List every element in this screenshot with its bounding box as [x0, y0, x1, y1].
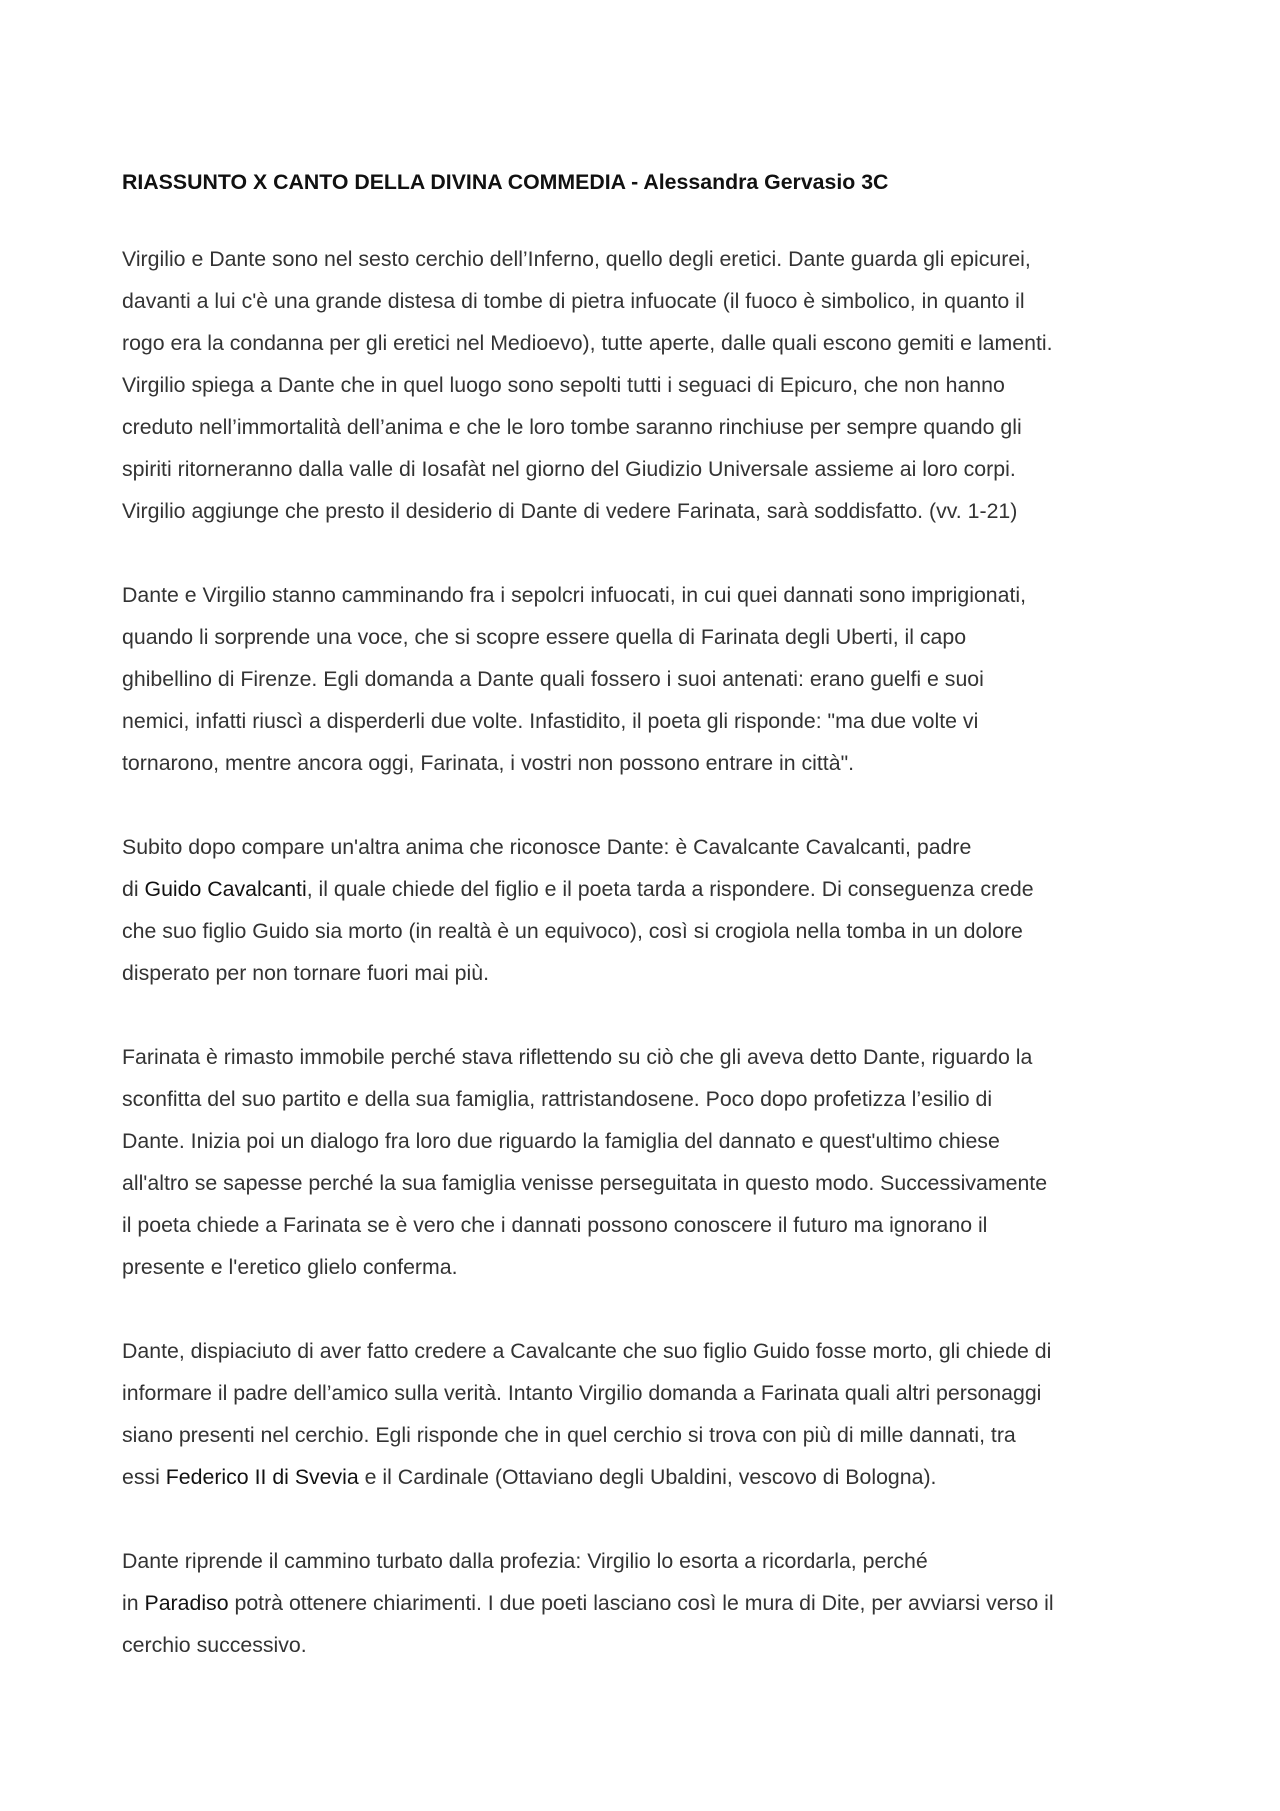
- paragraph-5: [122, 1330, 1167, 1498]
- paragraph-5-text-a: Dante, dispiaciuto di aver fatto credere a Cavalcante che suo figlio Guido fosse morto, gli chiede di informare il padre dell’amico sulla verità. Intanto Virgilio domanda a Farinata quali altri personaggi siano presenti nel cerchio. Egli risponde che in quel cerchio si trova con più di mille dannati, tra essi: [122, 1339, 1052, 1489]
- guido-cavalcanti-term: Guido Cavalcanti: [144, 877, 307, 901]
- paragraph-3-text-b: , il quale chiede del figlio e il poeta tarda a rispondere. Di conseguenza crede che suo figlio Guido sia morto (in realtà è un equivoco), così si crogiola nella tomba in un dolore disperato per non tornare fuori mai più.: [122, 877, 1034, 985]
- paragraph-3-text-a: Subito dopo compare un'altra anima che riconosce Dante: è Cavalcante Cavalcanti, padre di: [122, 835, 972, 901]
- document-title: RIASSUNTO X CANTO DELLA DIVINA COMMEDIA - Alessandra Gervasio 3C: [122, 170, 889, 194]
- paragraph-6-text-a: Dante riprende il cammino turbato dalla profezia: Virgilio lo esorta a ricordarla, perché in: [122, 1549, 928, 1615]
- federico-ii-term: Federico II di Svevia: [165, 1465, 359, 1489]
- document-body: [122, 168, 1167, 1708]
- paragraph-5-text-b: e il Cardinale (Ottaviano degli Ubaldini, vescovo di Bologna).: [358, 1465, 937, 1489]
- paradiso-term: Paradiso: [144, 1591, 229, 1615]
- paragraph-1: Virgilio e Dante sono nel sesto cerchio dell’Inferno, quello degli eretici. Dante guarda gli epicurei, davanti a lui c'è una grande distesa di tombe di pietra infuocate (il fuoco è simbolico, in quanto il rogo era la condanna per gli eretici nel Medioevo), tutte aperte, dalle quali escono gemiti e lamenti. Virgilio spiega a Dante che in quel luogo sono sepolti tutti i seguaci di Epicuro, che non hanno creduto nell’immortalità dell’anima e che le loro tombe saranno rinchiuse per sempre quando gli spiriti ritorneranno dalla valle di Iosafàt nel giorno del Giudizio Universale assieme ai loro corpi. Virgilio aggiunge che presto il desiderio di Dante di vedere Farinata, sarà soddisfatto. (vv. 1-21): [122, 247, 1053, 523]
- paragraph-6-text-b: potrà ottenere chiarimenti. I due poeti lasciano così le mura di Dite, per avviarsi verso il cerchio successivo.: [122, 1591, 1054, 1657]
- paragraph-3: [122, 826, 1167, 994]
- paragraph-2: Dante e Virgilio stanno camminando fra i sepolcri infuocati, in cui quei dannati sono imprigionati, quando li sorprende una voce, che si scopre essere quella di Farinata degli Uberti, il capo ghibellino di Firenze. Egli domanda a Dante quali fossero i suoi antenati: erano guelfi e suoi nemici, infatti riuscì a disperderli due volte. Infastidito, il poeta gli risponde: "ma due volte vi tornarono, mentre ancora oggi, Farinata, i vostri non possono entrare in città".: [122, 583, 1027, 775]
- paragraph-6: [122, 1540, 1167, 1666]
- paragraph-4: Farinata è rimasto immobile perché stava riflettendo su ciò che gli aveva detto Dante, riguardo la sconfitta del suo partito e della sua famiglia, rattristandosene. Poco dopo profetizza l’esilio di Dante. Inizia poi un dialogo fra loro due riguardo la famiglia del dannato e quest'ultimo chiese all'altro se sapesse perché la sua famiglia venisse perseguitata in questo modo. Successivamente il poeta chiede a Farinata se è vero che i dannati possono conoscere il futuro ma ignorano il presente e l'eretico glielo conferma.: [122, 1045, 1048, 1279]
